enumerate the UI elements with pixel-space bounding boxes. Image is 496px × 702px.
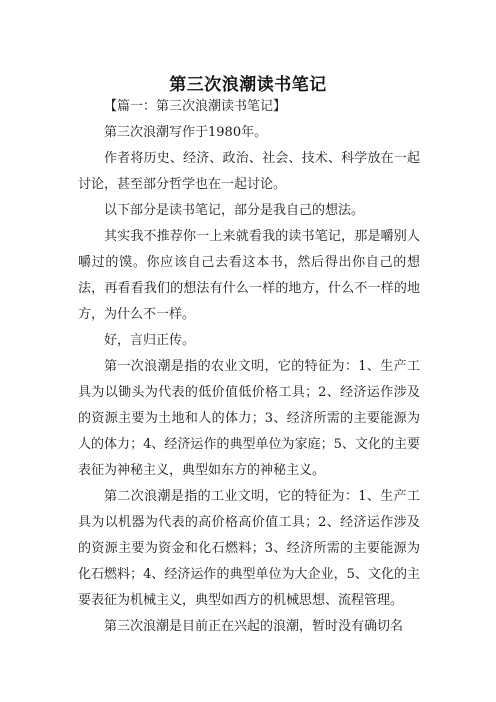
paragraph: 作者将历史、经济、政治、社会、技术、科学放在一起讨论，甚至部分哲学也在一起讨论。: [78, 151, 420, 192]
paragraph: 其实我不推荐你一上来就看我的读书笔记，那是嚼别人嚼过的馍。你应该自己去看这本书，然后得出你自己的想法，再看看我们的想法有什么一样的地方，什么不一样的地方，为什么不一样。: [78, 229, 420, 322]
paragraph: 第二次浪潮是指的工业文明，它的特征为：1、生产工具为以机器为代表的高价格高价值工具；2、经济运作涉及的资源主要为资金和化石燃料；3、经济所需的主要能源为化石燃料；4、经济运作的典型单位为大企业，5、文化的主要表征为机械主义，典型如西方的机械思想、流程管理。: [78, 489, 420, 608]
document-title: 第三次浪潮读书笔记: [169, 75, 327, 96]
paragraph: 第三次浪潮写作于1980年。: [104, 125, 268, 140]
document-body: [78, 94, 420, 640]
paragraph: 好，言归正传。: [104, 333, 196, 348]
section-heading: 【篇一：第三次浪潮读书笔记】: [104, 99, 287, 114]
paragraph: 第一次浪潮是指的农业文明，它的特征为：1、生产工具为以锄头为代表的低价值低价格工具；2、经济运作涉及的资源主要为土地和人的体力；3、经济所需的主要能源为人的体力；4、经济运作的典型单位为家庭；5、文化的主要表征为神秘主义，典型如东方的神秘主义。: [78, 359, 420, 478]
paragraph: 以下部分是读书笔记，部分是我自己的想法。: [104, 203, 365, 218]
paragraph: 第三次浪潮是目前正在兴起的浪潮，暂时没有确切名: [104, 619, 404, 634]
